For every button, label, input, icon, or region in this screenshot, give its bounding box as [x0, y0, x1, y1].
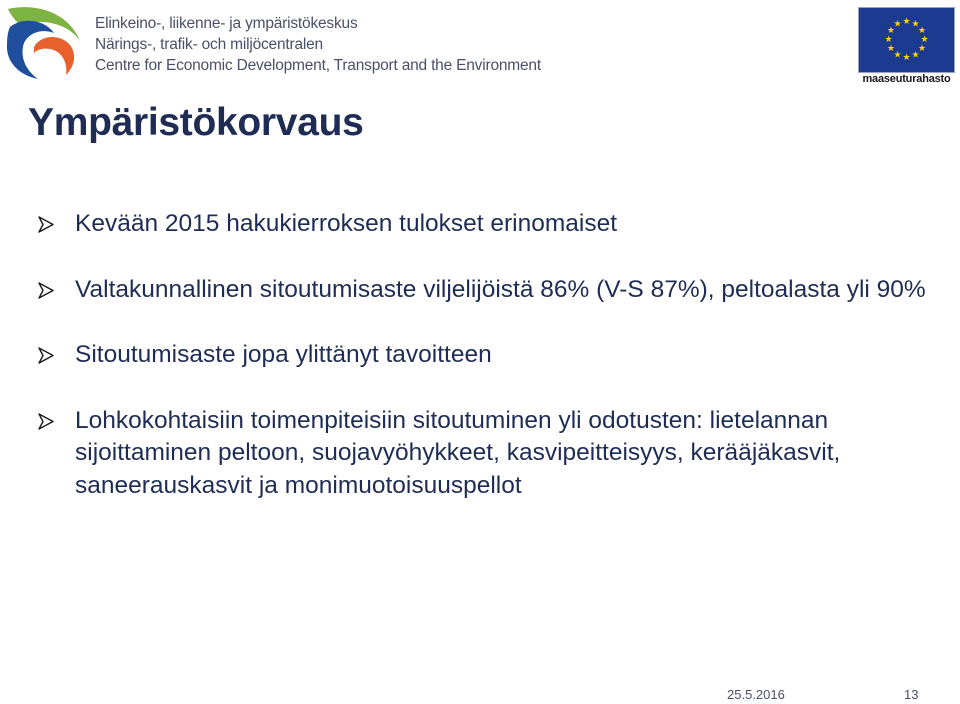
svg-text:★: ★ — [886, 44, 895, 54]
bullet-text: Kevään 2015 hakukierroksen tulokset erinomaiset — [75, 210, 618, 237]
slide-header — [0, 0, 960, 90]
arrow-bullet-icon — [38, 282, 54, 299]
svg-text:★: ★ — [918, 44, 927, 54]
svg-text:★: ★ — [884, 35, 893, 45]
bullet-item — [38, 405, 938, 503]
eu-flag-icon — [858, 7, 955, 73]
svg-text:★: ★ — [920, 35, 929, 45]
svg-text:★: ★ — [893, 19, 902, 30]
bullet-list — [38, 208, 938, 502]
svg-text:★: ★ — [911, 19, 920, 30]
org-name-swedish: Närings-, trafik- och miljöcentralen — [95, 36, 323, 53]
svg-text:★: ★ — [886, 26, 895, 36]
footer-date: 25.5.2016 — [727, 687, 785, 702]
eu-fund-logo — [856, 5, 957, 87]
eu-fund-label: maaseuturahasto — [862, 73, 951, 85]
arrow-bullet-icon — [38, 216, 54, 233]
bullet-item — [38, 208, 938, 241]
ely-centre-logo-icon — [4, 3, 84, 83]
bullet-text: Valtakunnallinen sitoutumisaste viljelijöistä 86% (V-S 87%), peltoalasta yli 90% — [75, 275, 926, 303]
svg-text:★: ★ — [902, 17, 911, 27]
bullet-text: Lohkokohtaisiin toimenpiteisiin sitoutuminen yli odotusten: lietelannan sijoittaminen peltoon, suojavyöhykkeet, kasvipeitteisyys, kerääjäkasvit, saneerauskasvit ja monimuotoisuuspellot — [75, 406, 841, 499]
svg-text:★: ★ — [918, 26, 927, 36]
slide-title: Ympäristökorvaus — [28, 101, 364, 144]
org-name-english: Centre for Economic Development, Transport and the Environment — [95, 57, 541, 74]
organization-names — [95, 13, 541, 76]
arrow-bullet-icon — [38, 413, 54, 430]
bullet-item — [38, 339, 938, 372]
bullet-item — [38, 274, 938, 307]
svg-text:★: ★ — [893, 50, 902, 61]
svg-text:★: ★ — [911, 50, 920, 61]
arrow-bullet-icon — [38, 347, 54, 364]
bullet-text: Sitoutumisaste jopa ylittänyt tavoitteen — [75, 341, 492, 368]
org-name-finnish: Elinkeino-, liikenne- ja ympäristökeskus — [95, 15, 358, 32]
page-number: 13 — [904, 687, 919, 702]
svg-text:★: ★ — [902, 53, 911, 63]
